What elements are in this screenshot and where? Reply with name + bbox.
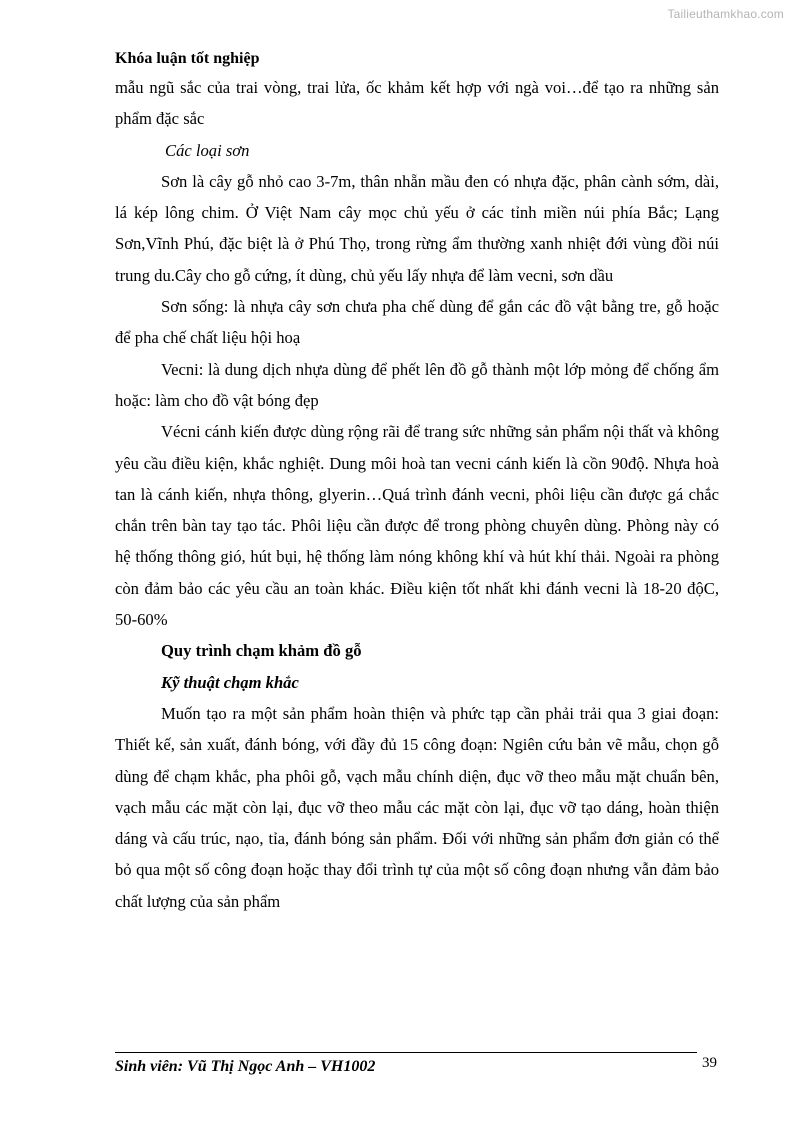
subheading-cac-loai-son: Các loại sơn xyxy=(165,140,250,160)
page-header-title: Khóa luận tốt nghiệp xyxy=(115,50,260,67)
paragraph-vecni-canh-kien: Vécni cánh kiến được dùng rộng rãi để trang sức những sản phẩm nội thất và không yêu cầu điều kiện, khắc nghiệt. Dung môi hoà tan vecni cánh kiến là cồn 90độ. Nhựa hoà tan là cánh kiến, nhựa thông, glyerin…Quá trình đánh vecni, phôi liệu cần được gá chắc chắn trên bàn tay tạo tác. Phôi liệu cần được để trong phòng chuyên dùng. Phòng này có hệ thống thông gió, hút bụi, hệ thống làm nóng không khí và hút khí thải. Ngoài ra phòng còn đảm bảo các yêu cầu an toàn khác. Điều kiện tốt nhất khi đánh vecni là 18-20 độC, 50-60% xyxy=(115,422,719,630)
paragraph-son: Sơn là cây gỗ nhỏ cao 3-7m, thân nhẵn mầu đen có nhựa đặc, phân cành sớm, dài, lá kép lông chim. Ở Việt Nam cây mọc chủ yếu ở các tỉnh miền núi phía Bắc; Lạng Sơn,Vĩnh Phú, đặc biệt là ở Phú Thọ, trong rừng ẩm thường xanh nhiệt đới vùng đồi núi trung du.Cây cho gỗ cứng, ít dùng, chủ yếu lấy nhựa để làm vecni, sơn dầu xyxy=(115,171,719,285)
page-number: 39 xyxy=(702,1055,717,1071)
document-body xyxy=(115,72,719,917)
paragraph-vecni: Vecni: là dung dịch nhựa dùng để phết lên đồ gỗ thành một lớp mỏng để chống ẩm hoặc: làm cho đồ vật bóng đẹp xyxy=(115,359,719,410)
section-subheading-ky-thuat: Kỹ thuật chạm khắc xyxy=(161,672,299,692)
paragraph-son-song: Sơn sống: là nhựa cây sơn chưa pha chế dùng để gắn các đồ vật bằng tre, gỗ hoặc để pha chế chất liệu hội hoạ xyxy=(115,297,719,348)
footer-divider xyxy=(115,1052,697,1053)
section-heading-quy-trinh: Quy trình chạm khảm đồ gỗ xyxy=(161,641,362,661)
footer-author: Sinh viên: Vũ Thị Ngọc Anh – VH1002 xyxy=(115,1058,376,1075)
paragraph-ky-thuat: Muốn tạo ra một sản phẩm hoàn thiện và phức tạp cần phải trải qua 3 giai đoạn: Thiết kế, sản xuất, đánh bóng, với đầy đủ 15 công đoạn: Ngiên cứu bản vẽ mẫu, chọn gỗ dùng để chạm khắc, pha phôi gỗ, vạch mẫu chính diện, đục vỡ theo mẫu mặt chuẩn bên, vạch mẫu các mặt còn lại, đục vỡ theo mẫu các mặt còn lại, đục vỡ tạo dáng, hoàn thiện dáng và cấu trúc, nạo, tỉa, đánh bóng sản phẩm. Đối với những sản phẩm đơn giản có thể bỏ qua một số công đoạn hoặc thay đổi trình tự của một số công đoạn nhưng vẫn đảm bảo chất lượng của sản phẩm xyxy=(115,703,719,911)
watermark: Tailieuthamkhao.com xyxy=(667,7,784,21)
paragraph-continuation: mẫu ngũ sắc của trai vòng, trai lửa, ốc khảm kết hợp với ngà voi…để tạo ra những sản phẩm đặc sắc xyxy=(115,78,719,129)
